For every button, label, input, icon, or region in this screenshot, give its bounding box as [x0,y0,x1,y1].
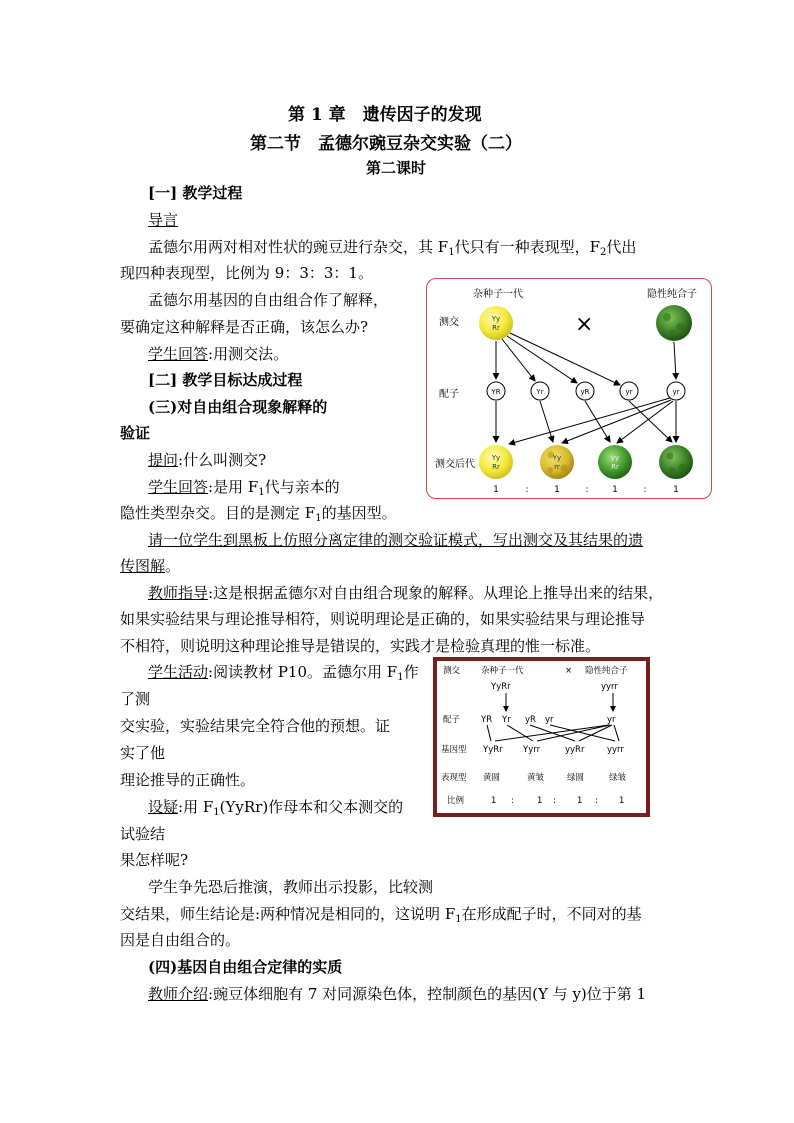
doubt-line1 [148,797,403,817]
testcross-schematic [433,657,650,817]
parent-to-gamete-arrows [496,333,676,385]
gamete-4: yr [672,388,680,396]
genotype-1: Yyrr [523,745,541,755]
g2-ratio-2: 1 [537,796,543,806]
genotype-2: yyRr [565,745,585,755]
task-line2-text: 传图解 [120,557,166,575]
intro-label: 导言 [148,211,179,229]
section-title: 第二节 孟德尔豌豆杂交实验（二） [250,134,522,154]
parent-genotype-l2: Rr [492,324,500,332]
doubt-text-a: :用 F [178,798,214,816]
gamete-row [487,382,685,400]
sa-text-a: :阅读教材 P10。孟德尔用 F [208,663,398,681]
student-activity-label: 学生活动 [148,663,209,681]
testcross-svg [427,279,711,498]
conclusion-text-a: 交结果，师生结论是:两种情况是相同的，这说明 F [120,905,456,923]
gamete-label: 配子 [439,389,459,400]
testcross-label: 测交 [439,317,459,328]
s2-line2-b: 的基因型。 [321,504,397,522]
offspring-label: 测交后代 [435,459,475,470]
g2-recessive-gamete: yr [607,715,616,725]
heading-goal-process: [二] 教学目标达成过程 [148,371,303,389]
offspring-1-l1: Yy [552,454,562,462]
student-answer-2-line2 [120,503,397,523]
p1-part-a: 孟德尔用两对相对性状的豌豆进行杂交，其 F [148,238,449,256]
conclusion-text-b: 在形成配子时，不同对的基 [461,905,642,923]
testcross-illustration [426,278,712,499]
paragraph-question-line1: 孟德尔用基因的自由组合作了解释， [148,291,389,309]
hybrid-label: 杂种子一代 [473,289,523,300]
s2-sub: 1 [258,487,265,498]
student-answer-2-label: 学生回答 [148,478,209,496]
s2-line2-a: 隐性类型杂交。目的是测定 F [120,504,316,522]
g2-gamete-2: yR [525,715,536,725]
conclusion-line2 [120,904,642,924]
genotype-label: 基因型 [441,745,467,755]
recessive-label: 隐性纯合子 [647,289,697,300]
cross-symbol: × [575,312,594,337]
student-answer-2-line1 [148,477,340,497]
genotype-0: YyRr [483,745,503,755]
s2-text-a: :是用 F [208,478,259,496]
gamete-to-offspring-arrows [496,398,676,444]
student-answer-label: 学生回答 [148,345,209,363]
sa-text-b: 作 [403,663,419,681]
phenotype-3: 绿皱 [609,773,627,783]
student-activity-line4: 实了他 [120,744,166,762]
yellow-round-pea-icon [479,306,513,340]
student-activity-line1 [148,662,419,682]
parent-genotype-l1: Yy [491,315,501,323]
chapter-title: 第 1 章 遗传因子的发现 [288,105,482,125]
g2-ratio-0: 1 [491,796,497,806]
task-line1: 请一位学生到黑板上仿照分离定律的测交验证模式，写出测交及其结果的遗 [148,531,644,549]
g2-ratio-3: : [553,796,556,806]
green-wrinkled-pea-icon [656,305,692,341]
schematic-svg [437,661,646,813]
gamete-label: 配子 [443,715,461,725]
lesson-subtitle: 第二课时 [366,159,427,177]
student-activity-line5: 理论推导的正确性。 [120,771,256,789]
teacher-intro-label: 教师介绍 [148,985,209,1003]
parent-2: yyrr [601,682,618,692]
doubt-label: 设疑 [148,798,179,816]
sa-sub: 1 [397,672,404,683]
conclusion-sub: 1 [455,914,462,925]
heading-verification-line1: (三)对自由组合现象解释的 [148,398,328,416]
offspring-0-l2: Rr [492,463,500,471]
student-answer-text: :用测交法。 [208,345,289,363]
row1-cross: × [565,666,573,676]
p1-sub2: 2 [599,247,607,258]
student-answer-1 [148,344,288,364]
p1-part-c: 代出 [606,238,637,256]
gamete-1: Yr [536,388,544,396]
conclusion-line1: 学生争先恐后推演，教师出示投影，比较测 [148,878,434,896]
g2-gamete-0: YR [481,715,493,725]
ratio-2: 1 [554,485,560,495]
phenotype-1: 黄皱 [527,773,545,783]
ratio-5: : [643,485,647,495]
offspring-2-l1: yy [610,454,620,462]
teacher-guidance-label: 教师指导 [148,584,209,602]
teacher-guidance-line2: 如果实验结果与理论推导相符，则说明理论是正确的，如果实验结果与理论推导 [120,610,646,628]
conclusion-line3: 因是自由组合的。 [120,931,241,949]
paragraph-question-line2: 要确定这种解释是否正确，该怎么办? [120,318,369,336]
heading-verification-line2: 验证 [120,424,151,442]
heading-essence: (四)基因自由组合定律的实质 [148,958,343,976]
offspring-green-round-icon [598,445,632,479]
phenotype-label: 表现型 [441,773,467,783]
task-line2-end: 。 [165,557,181,575]
s2-text-b: 代与亲本的 [264,478,340,496]
offspring-green-wrinkled-icon [659,445,693,479]
ratio-3: : [585,485,589,495]
paragraph-intro-line2: 现四种表现型，比例为 9：3：3：1。 [120,264,373,282]
parent-1: YyRr [491,682,511,692]
teacher-guidance-line1 [148,583,663,603]
g2-gamete-3: yr [545,715,554,725]
teacher-intro-text: :豌豆体细胞有 7 对同源染色体，控制颜色的基因(Y 与 y)位于第 1 [208,985,647,1003]
s2-line2-sub: 1 [315,513,322,524]
ratio-6: 1 [673,485,679,495]
g2-ratio-5: : [595,796,598,806]
g2-gamete-1: Yr [502,715,511,725]
g2-ratio-1: : [511,796,514,806]
g2-ratio-4: 1 [577,796,583,806]
doubt-line3: 果怎样呢? [120,851,189,869]
row1-recessive: 隐性纯合子 [585,666,628,676]
genotype-3: yyrr [607,745,624,755]
p1-sub1: 1 [448,247,455,258]
p1-part-b: 代只有一种表现型，F [454,238,600,256]
doubt-line2: 试验结 [120,825,166,843]
paragraph-intro-line1 [148,237,636,257]
ratio-row [493,485,679,495]
row1-testcross: 测交 [443,666,461,676]
ratio-0: 1 [493,485,499,495]
doubt-text-b: (YyRr)作母本和父本测交的 [219,798,404,816]
ratio-1: : [525,485,529,495]
ratio-4: 1 [612,485,618,495]
question-label: 提问 [148,451,179,469]
ratio-label: 比例 [447,796,465,806]
gamete-2: yR [580,388,590,396]
row1-hybrid: 杂种子一代 [481,666,524,676]
offspring-2-l2: Rr [611,463,619,471]
offspring-1-l2: rr [554,463,560,471]
question-text: :什么叫测交? [178,451,267,469]
phenotype-2: 绿圆 [567,773,585,783]
teacher-guidance-text1: :这是根据孟德尔对自由组合现象的解释。从理论上推导出来的结果， [208,584,664,602]
g2-ratio-6: 1 [619,796,625,806]
offspring-yellow-wrinkled-icon [540,445,574,479]
task-line2 [120,556,180,576]
student-activity-line2: 了测 [120,690,151,708]
teacher-intro-line [148,984,646,1004]
gamete-3: yr [625,388,633,396]
teacher-guidance-line3: 不相符，则说明这种理论推导是错误的，实践才是检验真理的惟一标准。 [120,637,601,655]
offspring-0-l1: Yy [491,454,501,462]
question-line [148,450,266,470]
heading-teaching-process: [一] 教学过程 [148,184,243,202]
gamete-0: YR [491,388,501,396]
doubt-sub: 1 [213,807,220,818]
phenotype-0: 黄圆 [483,773,501,783]
offspring-yellow-round-icon [479,445,513,479]
student-activity-line3: 交实验，实验结果完全符合他的预想。证 [120,717,391,735]
